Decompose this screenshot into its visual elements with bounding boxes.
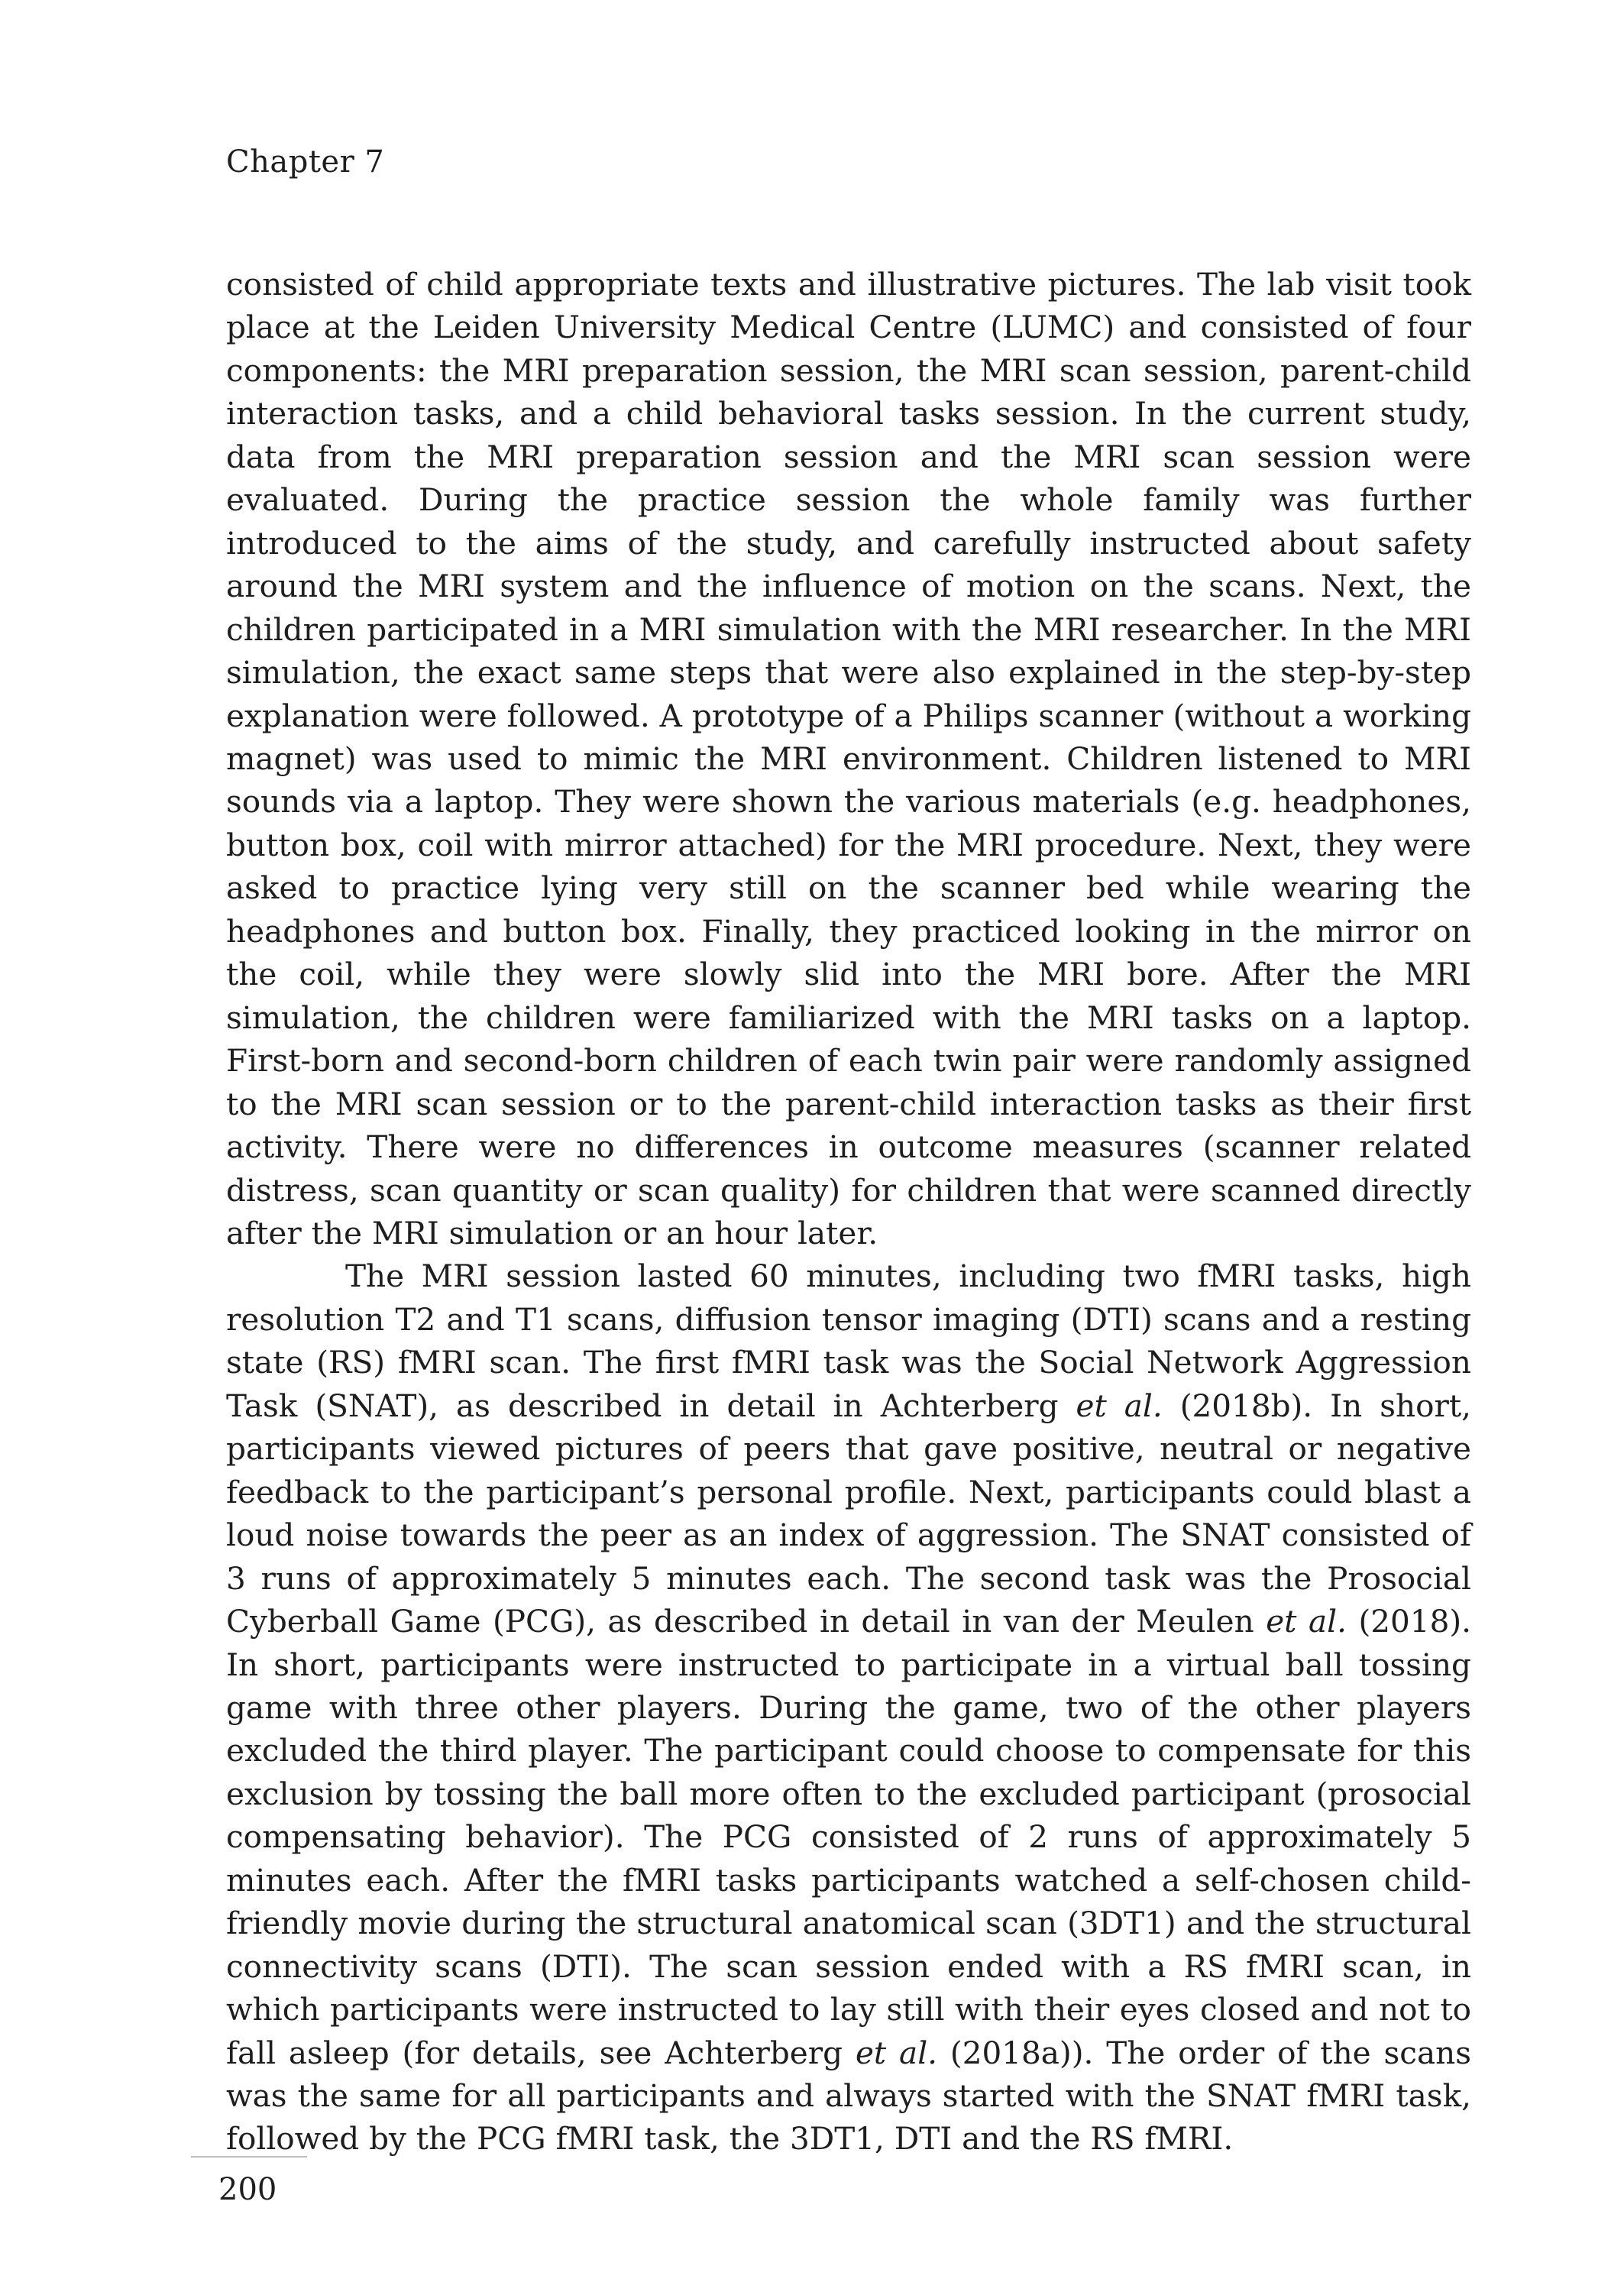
- body-text: [226, 263, 1471, 2161]
- et-al-italic-2: et al.: [1266, 1603, 1347, 1640]
- page-number: 200: [218, 2172, 277, 2207]
- paragraph-1: consisted of child appropriate texts and illustrative pictures. The lab visit took place at the Leiden University Medical Centre (LUMC) and consisted of four components: the MRI preparation session, the MRI scan session, parent-child interaction tasks, and a child behavioral tasks session. In the current study, data from the MRI preparation session and the MRI scan session were evaluated. During the practice session the whole family was further introduced to the aims of the study, and carefully instructed about safety around the MRI system and the influence of motion on the scans. Next, the children participated in a MRI simulation with the MRI researcher. In the MRI simulation, the exact same steps that were also explained in the step-by-step explanation were followed. A prototype of a Philips scanner (without a working magnet) was used to mimic the MRI environment. Children listened to MRI sounds via a laptop. They were shown the various materials (e.g. headphones, button box, coil with mirror attached) for the MRI procedure. Next, they were asked to practice lying very still on the scanner bed while wearing the headphones and button box. Finally, they practiced looking in the mirror on the coil, while they were slowly slid into the MRI bore. After the MRI simulation, the children were familiarized with the MRI tasks on a laptop. First-born and second-born children of each twin pair were randomly assigned to the MRI scan session or to the parent-child interaction tasks as their first activity. There were no differences in outcome measures (scanner related distress, scan quantity or scan quality) for children that were scanned directly after the MRI simulation or an hour later.: [226, 266, 1471, 1251]
- paragraph-2-text-b: (2018b). In short, participants viewed pictures of peers that gave positive, neutral or negative feedback to the participant’s personal profile. Next, participants could blast a loud noise towards the peer as an index of aggression. The SNAT consisted of 3 runs of approximately 5 minutes each. The second task was the Prosocial Cyberball Game (PCG), as described in detail in van der Meulen: [226, 1387, 1472, 1640]
- paragraph-2-text-d: (2018a)). The order of the scans was the same for all participants and always started with the SNAT fMRI task, followed by the PCG fMRI task, the 3DT1, DTI and the RS fMRI.: [226, 2034, 1471, 2158]
- et-al-italic-3: et al.: [855, 2034, 938, 2071]
- et-al-italic-1: et al.: [1076, 1387, 1163, 1424]
- footer-rule: [191, 2156, 307, 2158]
- paragraph-2-text-c: (2018). In short, participants were instructed to participate in a virtual ball tossing game with three other players. During the game, two of the other players excluded the third player. The participant could choose to compensate for this exclusion by tossing the ball more often to the excluded participant (prosocial compensating behavior). The PCG consisted of 2 runs of approximately 5 minutes each. After the fMRI tasks participants watched a self-chosen child-friendly movie during the structural anatomical scan (3DT1) and the structural connectivity scans (DTI). The scan session ended with a RS fMRI scan, in which participants were instructed to lay still with their eyes closed and not to fall asleep (for details, see Achterberg: [226, 1603, 1472, 2071]
- running-head: Chapter 7: [226, 144, 385, 180]
- paragraph-2-text-a: The MRI session lasted 60 minutes, including two fMRI tasks, high resolution T2 and T1 scans, diffusion tensor imaging (DTI) scans and a resting state (RS) fMRI scan. The first fMRI task was the Social Network Aggression Task (SNAT), as described in detail in Achterberg: [226, 1258, 1471, 1424]
- paragraph-2: [226, 1254, 1471, 2161]
